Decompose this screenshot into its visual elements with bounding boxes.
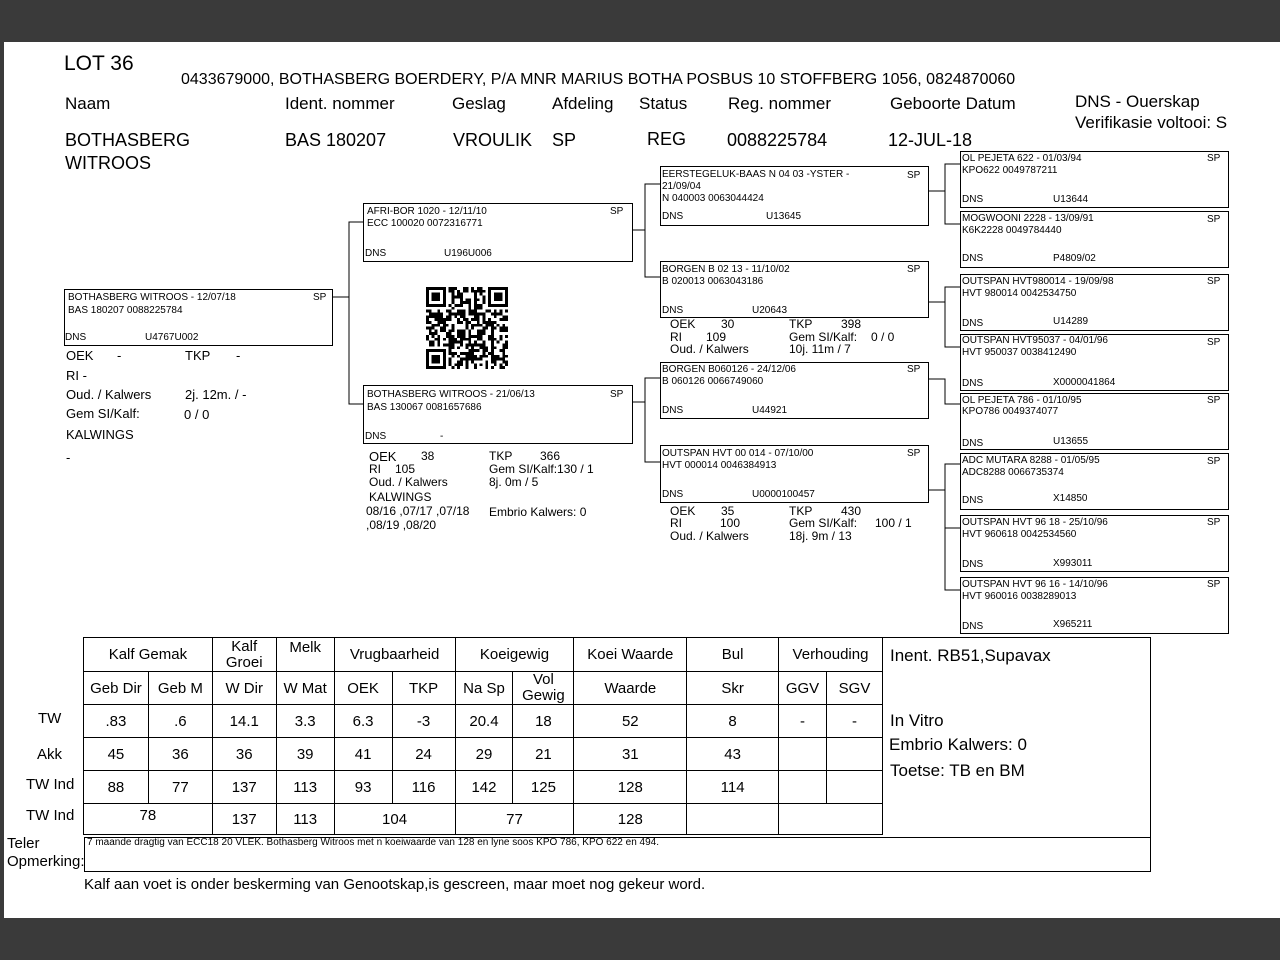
sub-w-dir: W Dir — [212, 672, 276, 705]
group-vrugbaarheid: Vrugbaarheid — [334, 638, 455, 672]
gp2-oek-label: OEK — [670, 317, 696, 331]
lot-number: LOT 36 — [64, 52, 134, 75]
gp4-tkp-value: 430 — [841, 504, 862, 518]
pedigree-ggp-1 — [960, 151, 1229, 208]
sub-oek: OEK — [334, 672, 392, 705]
ggp2-dns-value: P4809/02 — [1053, 253, 1096, 264]
row-label-akk: Akk — [37, 746, 63, 763]
gp2-ri-value: 109 — [706, 330, 727, 344]
gp4-dns-label: DNS — [662, 489, 684, 500]
gp4-gem-label: Gem SI/Kalf: — [789, 516, 858, 530]
ggp5-name-date: OL PEJETA 786 - 01/10/95 — [962, 395, 1082, 406]
twind2-cell: 113 — [276, 804, 334, 835]
row-akk — [84, 738, 883, 771]
twind-cell — [826, 771, 882, 804]
twind-cell: 137 — [212, 771, 276, 804]
gp4-oud-label: Oud. / Kalwers — [670, 529, 749, 543]
gp2-oek-value: 30 — [721, 317, 735, 331]
qr-code-icon — [424, 287, 510, 369]
dam-oud-value: 8j. 0m / 5 — [489, 475, 539, 489]
gp2-oud-label: Oud. / Kalwers — [670, 342, 749, 356]
akk-cell: 41 — [334, 738, 392, 771]
twind-cell: 93 — [334, 771, 392, 804]
header-ident: Ident. nommer — [285, 94, 395, 113]
dam-kalwings-dates-2: ,08/19 ,08/20 — [366, 518, 437, 532]
sire-name-date: AFRI-BOR 1020 - 12/11/10 — [367, 206, 487, 217]
ggp4-sp: SP — [1207, 337, 1221, 348]
ggp3-name-date: OUTSPAN HVT980014 - 19/09/98 — [962, 276, 1114, 287]
subject-gem-label: Gem SI/Kalf: — [66, 406, 140, 421]
animal-naam-1: BOTHASBERG — [65, 130, 191, 150]
ggp7-name-date: OUTSPAN HVT 96 18 - 25/10/96 — [962, 517, 1108, 528]
ggp5-dns-value: U13655 — [1053, 436, 1089, 447]
gp4-ri-label: RI — [670, 516, 682, 530]
group-bul: Bul — [687, 638, 779, 672]
gp4-oek-value: 35 — [721, 504, 735, 518]
group-melk: Melk — [276, 638, 334, 672]
tw-cell: 52 — [574, 705, 687, 738]
twind2-cell — [779, 804, 883, 835]
ggp4-ids: HVT 950037 0038412490 — [962, 347, 1077, 358]
side-toetse: Toetse: TB en BM — [890, 761, 1025, 780]
twind-cell: 114 — [687, 771, 779, 804]
ggp6-dns-value: X14850 — [1053, 493, 1088, 504]
breeding-values-table — [83, 637, 883, 835]
subject-gem-value: 0 / 0 — [184, 407, 210, 422]
table-sub-row — [84, 672, 883, 705]
ggp3-ids: HVT 980014 0042534750 — [962, 288, 1077, 299]
header-afdeling: Afdeling — [552, 94, 614, 113]
twind-cell: 128 — [574, 771, 687, 804]
sub-skr: Skr — [687, 672, 779, 705]
gp3-sp: SP — [907, 364, 921, 375]
pedigree-granddam-paternal — [660, 261, 929, 318]
ggp8-ids: HVT 960016 0038289013 — [962, 591, 1077, 602]
ggp1-name-date: OL PEJETA 622 - 01/03/94 — [962, 153, 1082, 164]
twind2-cell — [687, 804, 779, 835]
side-inent: Inent. RB51,Supavax — [890, 646, 1051, 665]
sub-vol-gewig — [513, 672, 574, 705]
dam-sp: SP — [610, 389, 624, 400]
ggp6-name-date: ADC MUTARA 8288 - 01/05/95 — [962, 455, 1100, 466]
group-kalf-gemak: Kalf Gemak — [84, 638, 213, 672]
side-in-vitro: In Vitro — [890, 711, 944, 730]
header-geslag: Geslag — [452, 94, 506, 113]
twind-cell: 125 — [513, 771, 574, 804]
opmerking-label: Opmerking: — [7, 853, 85, 870]
tw-cell: .83 — [84, 705, 149, 738]
dam-kalwings-dates-1: 08/16 ,07/17 ,07/18 — [366, 504, 470, 518]
pedigree-grandsire-maternal — [660, 362, 929, 419]
ggp4-name-date: OUTSPAN HVT95037 - 04/01/96 — [962, 335, 1108, 346]
row-label-tw-ind-2: TW Ind — [26, 807, 75, 824]
header-status: Status — [639, 94, 688, 113]
ggp7-dns-value: X993011 — [1053, 558, 1093, 569]
akk-cell: 43 — [687, 738, 779, 771]
ggp1-dns-value: U13644 — [1053, 194, 1089, 205]
viewer-bottom-bar — [0, 918, 1280, 960]
tw-cell: .6 — [148, 705, 212, 738]
gp1-ids: N 040003 0063044424 — [662, 193, 764, 204]
dam-gem: Gem SI/Kalf:130 / 1 — [489, 462, 594, 476]
pedigree-sire — [363, 203, 633, 262]
owner-line: 0433679000, BOTHASBERG BOERDERY, P/A MNR MARIUS BOTHA POSBUS 10 STOFFBERG 1056, 0824870060 — [181, 71, 1016, 88]
gp1-name: EERSTEGELUK-BAAS N 04 03 -YSTER - — [662, 169, 850, 180]
row-tw — [84, 705, 883, 738]
twind2-cell: 78 — [84, 804, 213, 835]
twind-cell: 113 — [276, 771, 334, 804]
row-label-tw-ind: TW Ind — [26, 776, 75, 793]
animal-ident: BAS 180207 — [285, 130, 387, 150]
ggp2-sp: SP — [1207, 214, 1221, 225]
subject-kalwings-label: KALWINGS — [66, 427, 134, 442]
ggp3-sp: SP — [1207, 276, 1221, 287]
akk-cell — [826, 738, 882, 771]
dam-tkp-value: 366 — [540, 449, 561, 463]
sub-sgv: SGV — [826, 672, 882, 705]
ggp2-ids: K6K2228 0049784440 — [962, 225, 1062, 236]
twind-cell: 88 — [84, 771, 149, 804]
sub-waarde: Waarde — [574, 672, 687, 705]
ggp1-sp: SP — [1207, 153, 1221, 164]
sub-na-sp: Na Sp — [455, 672, 513, 705]
twind2-cell: 128 — [574, 804, 687, 835]
row-tw-ind — [84, 771, 883, 804]
ggp1-dns-label: DNS — [962, 194, 984, 205]
akk-cell: 29 — [455, 738, 513, 771]
ggp8-dns-label: DNS — [962, 621, 984, 632]
ggp4-dns-label: DNS — [962, 378, 984, 389]
sire-dns-value: U196U006 — [444, 248, 492, 259]
akk-cell: 36 — [212, 738, 276, 771]
gp2-sp: SP — [907, 264, 921, 275]
gp2-gem-label: Gem SI/Kalf: — [789, 330, 858, 344]
ggp3-dns-label: DNS — [962, 318, 984, 329]
pedigree-granddam-maternal — [660, 445, 929, 503]
ggp4-dns-value: X0000041864 — [1053, 377, 1116, 388]
gp4-dns-value: U0000100457 — [752, 489, 815, 500]
subject-oud-label: Oud. / Kalwers — [66, 387, 152, 402]
pedigree-ggp-6 — [960, 453, 1229, 510]
dam-name-date: BOTHASBERG WITROOS - 21/06/13 — [367, 389, 535, 400]
pedigree-ggp-4 — [960, 334, 1229, 391]
tw-cell: 6.3 — [334, 705, 392, 738]
tw-cell: - — [779, 705, 827, 738]
ggp3-dns-value: U14289 — [1053, 316, 1089, 327]
akk-cell: 39 — [276, 738, 334, 771]
gp4-tkp-label: TKP — [789, 504, 813, 518]
gp3-dns-value: U44921 — [752, 405, 788, 416]
tw-cell: 8 — [687, 705, 779, 738]
animal-afdeling: SP — [552, 130, 577, 150]
sub-ggv: GGV — [779, 672, 827, 705]
subject-oek-label: OEK — [66, 348, 94, 363]
dam-embrio: Embrio Kalwers: 0 — [489, 505, 587, 519]
gp3-ids: B 060126 0066749060 — [662, 376, 764, 387]
twind2-cell: 77 — [455, 804, 574, 835]
twind-cell: 116 — [392, 771, 455, 804]
gp4-ri-value: 100 — [720, 516, 741, 530]
akk-cell — [779, 738, 827, 771]
pedigree-grandsire-paternal — [660, 166, 929, 226]
group-kalf-groei-label: Kalf Groei — [225, 637, 263, 671]
group-verhouding: Verhouding — [779, 638, 883, 672]
pedigree-ggp-3 — [960, 274, 1229, 331]
header-dns-ouerskap: DNS - Ouerskap — [1075, 92, 1200, 111]
ggp2-dns-label: DNS — [962, 253, 984, 264]
ggp7-dns-label: DNS — [962, 559, 984, 570]
subject-sp: SP — [313, 292, 327, 303]
ggp8-name-date: OUTSPAN HVT 96 16 - 14/10/96 — [962, 579, 1108, 590]
ggp7-ids: HVT 960618 0042534560 — [962, 529, 1077, 540]
dam-oud-label: Oud. / Kalwers — [369, 475, 448, 489]
gp1-dns-value: U13645 — [766, 211, 802, 222]
sire-ids: ECC 100020 0072316771 — [367, 218, 483, 229]
gp2-ids: B 020013 0063043186 — [662, 276, 764, 287]
dam-ids: BAS 130067 0081657686 — [367, 402, 482, 413]
header-geboorte: Geboorte Datum — [890, 94, 1016, 113]
dam-dns-value: - — [440, 431, 444, 442]
animal-naam-2: WITROOS — [65, 153, 151, 173]
gp3-name-date: BORGEN B060126 - 24/12/06 — [662, 364, 796, 375]
group-koeigewig: Koeigewig — [455, 638, 574, 672]
subject-oek-value: - — [117, 348, 122, 363]
header-verifikasie: Verifikasie voltooi: S — [1075, 113, 1228, 132]
subject-dns-value: U4767U002 — [145, 332, 199, 343]
group-kalf-groei — [212, 638, 276, 672]
tw-cell: -3 — [392, 705, 455, 738]
gp2-tkp-value: 398 — [841, 317, 862, 331]
sire-dns-label: DNS — [365, 248, 387, 259]
group-koei-waarde: Koei Waarde — [574, 638, 687, 672]
gp4-ids: HVT 000014 0046384913 — [662, 460, 777, 471]
dam-ri-value: 105 — [395, 462, 416, 476]
animal-geslag: VROULIK — [453, 130, 533, 150]
ggp6-sp: SP — [1207, 456, 1221, 467]
row-label-tw: TW — [38, 710, 62, 727]
side-embrio: Embrio Kalwers: 0 — [889, 735, 1027, 754]
ggp6-dns-label: DNS — [962, 495, 984, 506]
header-naam: Naam — [65, 94, 111, 113]
header-reg: Reg. nommer — [728, 94, 831, 113]
gp4-sp: SP — [907, 448, 921, 459]
gp1-dns-label: DNS — [662, 211, 684, 222]
pedigree-subject — [64, 289, 333, 346]
sub-w-mat: W Mat — [276, 672, 334, 705]
animal-status: REG — [647, 129, 687, 149]
gp3-dns-label: DNS — [662, 405, 684, 416]
animal-geboorte: 12-JUL-18 — [888, 130, 973, 150]
gp4-gem-value: 100 / 1 — [875, 516, 912, 530]
subject-name-date: BOTHASBERG WITROOS - 12/07/18 — [68, 292, 236, 303]
subject-dns-label: DNS — [65, 332, 87, 343]
opmerking-text: 7 maande dragtig van ECC18 20 VLEK. Bothasberg Witroos met n koeiwaarde van 128 en lyne soos KPO 786, KPO 622 en 494. — [87, 837, 660, 848]
sub-geb-dir: Geb Dir — [84, 672, 149, 705]
pedigree-dam — [363, 385, 633, 444]
dam-kalwings-label: KALWINGS — [369, 490, 432, 504]
gp2-dns-value: U20643 — [752, 305, 788, 316]
sire-sp: SP — [610, 206, 624, 217]
subject-ri: RI - — [66, 368, 87, 383]
sub-tkp: TKP — [392, 672, 455, 705]
dam-oek-value: 38 — [421, 449, 435, 463]
footer-note: Kalf aan voet is onder beskerming van Genootskap,is gescreen, maar moet nog gekeur word. — [84, 876, 706, 893]
akk-cell: 31 — [574, 738, 687, 771]
table-group-row — [84, 638, 883, 672]
ggp6-ids: ADC8288 0066735374 — [962, 467, 1064, 478]
subject-kalwings-value: - — [66, 450, 71, 465]
dam-dns-label: DNS — [365, 431, 387, 442]
ggp5-dns-label: DNS — [962, 438, 984, 449]
tw-cell: 14.1 — [212, 705, 276, 738]
sub-vol-gewig-label: Vol Gewig — [522, 671, 565, 704]
ggp5-ids: KPO786 0049374077 — [962, 406, 1059, 417]
twind2-cell: 104 — [334, 804, 455, 835]
subject-ids: BAS 180207 0088225784 — [68, 305, 183, 316]
tw-cell: 18 — [513, 705, 574, 738]
gp1-sp: SP — [907, 170, 921, 181]
opmerking-box — [84, 837, 1151, 872]
pedigree-ggp-8 — [960, 577, 1229, 634]
sub-geb-m: Geb M — [148, 672, 212, 705]
ggp1-ids: KPO622 0049787211 — [962, 165, 1058, 176]
subject-tkp-label: TKP — [185, 348, 211, 363]
dam-oek-label: OEK — [369, 449, 397, 464]
gp2-tkp-label: TKP — [789, 317, 813, 331]
akk-cell: 45 — [84, 738, 149, 771]
pedigree-ggp-2 — [960, 211, 1229, 268]
teler-label: Teler — [7, 835, 40, 852]
ggp2-name-date: MOGWOONI 2228 - 13/09/91 — [962, 213, 1094, 224]
twind-cell: 142 — [455, 771, 513, 804]
akk-cell: 36 — [148, 738, 212, 771]
pedigree-ggp-7 — [960, 515, 1229, 572]
gp2-dns-label: DNS — [662, 305, 684, 316]
tw-cell: 3.3 — [276, 705, 334, 738]
pedigree-ggp-5 — [960, 393, 1229, 450]
ggp5-sp: SP — [1207, 395, 1221, 406]
tw-cell: 20.4 — [455, 705, 513, 738]
dam-tkp-label: TKP — [489, 449, 513, 463]
tw-cell: - — [826, 705, 882, 738]
gp4-oek-label: OEK — [670, 504, 696, 518]
twind2-cell: 137 — [212, 804, 276, 835]
animal-reg: 0088225784 — [727, 130, 828, 150]
gp2-oud-value: 10j. 11m / 7 — [789, 342, 851, 356]
akk-cell: 21 — [513, 738, 574, 771]
subject-oud-value: 2j. 12m. / - — [185, 387, 247, 402]
gp2-gem-value: 0 / 0 — [871, 330, 895, 344]
gp4-name-date: OUTSPAN HVT 00 014 - 07/10/00 — [662, 448, 814, 459]
ggp8-dns-value: X965211 — [1053, 619, 1093, 630]
gp2-ri-label: RI — [670, 330, 682, 344]
subject-tkp-value: - — [236, 348, 241, 363]
ggp7-sp: SP — [1207, 517, 1221, 528]
twind-cell — [779, 771, 827, 804]
row-tw-ind-2 — [84, 804, 883, 835]
ggp8-sp: SP — [1207, 579, 1221, 590]
gp4-oud-value: 18j. 9m / 13 — [789, 529, 852, 543]
akk-cell: 24 — [392, 738, 455, 771]
twind-cell: 77 — [148, 771, 212, 804]
gp2-name-date: BORGEN B 02 13 - 11/10/02 — [662, 264, 790, 275]
gp1-date: 21/09/04 — [662, 181, 701, 192]
dam-ri-label: RI — [369, 462, 381, 476]
